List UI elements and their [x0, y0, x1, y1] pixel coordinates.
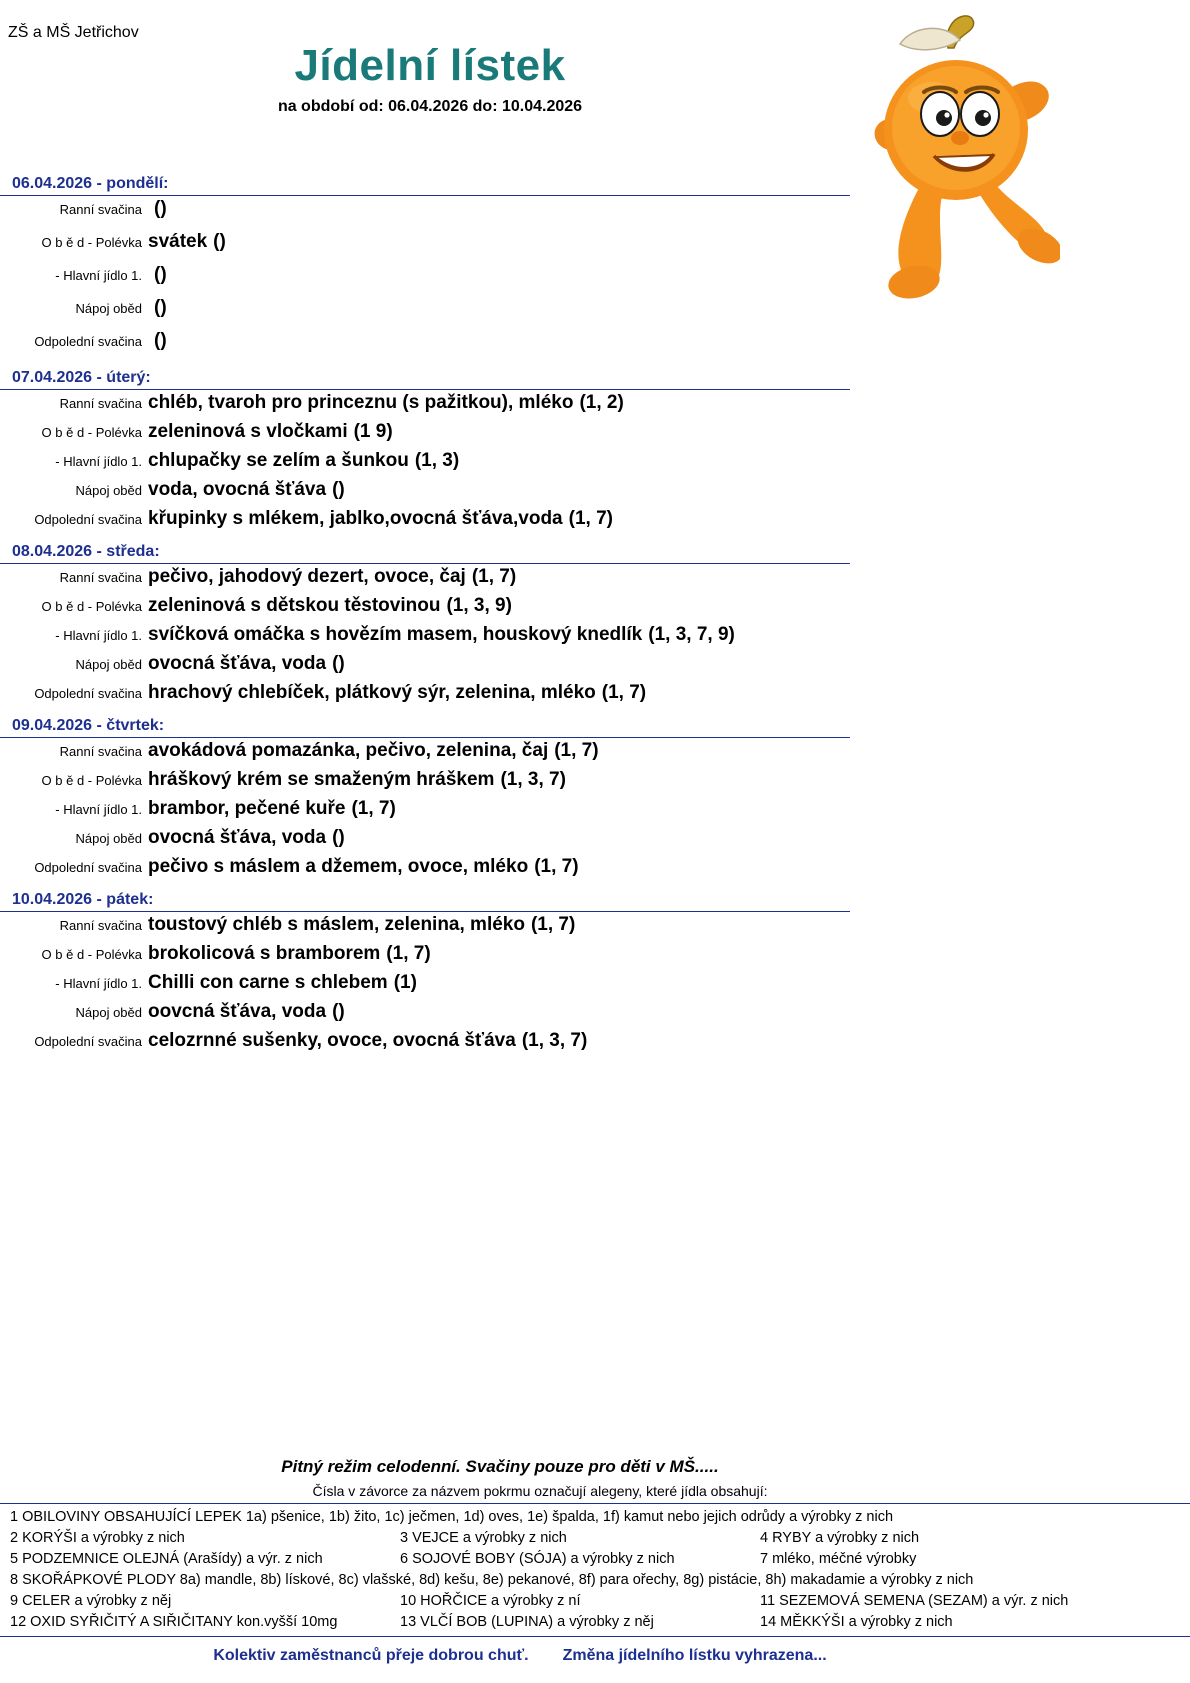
meal-name: křupinky s mlékem, jablko,ovocná šťáva,voda	[148, 508, 563, 529]
meal-text	[148, 740, 599, 762]
meal-text	[148, 297, 167, 319]
meal-rows	[0, 390, 1190, 537]
meal-name: hrachový chlebíček, plátkový sýr, zelenina, mléko	[148, 682, 596, 703]
meal-allergens: (1, 7)	[386, 943, 431, 964]
meal-row	[0, 450, 1190, 479]
meal-text	[148, 943, 431, 965]
meal-name: zeleninová s dětskou těstovinou	[148, 595, 441, 616]
meal-name: chlupačky se zelím a šunkou	[148, 450, 409, 471]
meal-rows	[0, 738, 1190, 885]
meal-row	[0, 856, 1190, 885]
meal-allergens: ()	[154, 330, 167, 351]
meal-allergens: (1, 7)	[568, 508, 613, 529]
meal-label: Odpolední svačina	[34, 686, 142, 701]
day-block	[0, 543, 1190, 711]
meal-row	[0, 264, 1190, 297]
allergen-cell: 7 mléko, méčné výrobky	[760, 1550, 917, 1567]
meal-name: chléb, tvaroh pro princeznu (s pažitkou), mléko	[148, 392, 574, 413]
meal-row	[0, 231, 1190, 264]
meal-name: brokolicová s bramborem	[148, 943, 381, 964]
meal-name: svíčková omáčka s hovězím masem, houskový knedlík	[148, 624, 643, 645]
allergen-cell: 5 PODZEMNICE OLEJNÁ (Arašídy) a výr. z nich	[10, 1550, 323, 1567]
meal-label: Nápoj oběd	[75, 483, 142, 498]
meal-allergens: (1, 7)	[534, 856, 579, 877]
meal-row	[0, 421, 1190, 450]
allergen-cell: 9 CELER a výrobky z něj	[10, 1592, 172, 1609]
meal-allergens: ()	[332, 653, 345, 674]
meal-allergens: (1, 7)	[530, 914, 576, 935]
meal-text	[148, 566, 516, 588]
meal-text	[148, 769, 566, 791]
meal-label: Odpolední svačina	[34, 334, 142, 349]
allergen-line	[0, 1570, 1190, 1591]
meal-text	[148, 972, 417, 994]
meal-allergens: ()	[332, 479, 345, 500]
meal-text	[148, 479, 345, 501]
meal-row	[0, 508, 1190, 537]
allergen-table	[0, 1503, 1190, 1637]
meal-rows	[0, 564, 1190, 711]
day-block	[0, 891, 1190, 1059]
meal-name: toustový chléb s máslem, zelenina, mléko	[148, 914, 525, 935]
allergen-cell: 3 VEJCE a výrobky z nich	[400, 1529, 567, 1546]
meal-row	[0, 479, 1190, 508]
meal-allergens: ()	[154, 198, 167, 219]
meal-row	[0, 682, 1190, 711]
allergen-cell: 4 RYBY a výrobky z nich	[760, 1529, 920, 1546]
allergen-cell: 8 SKOŘÁPKOVÉ PLODY 8a) mandle, 8b) lískové, 8c) vlašské, 8d) kešu, 8e) pekanové, 8f) para ořechy, 8g) pistácie, 8h) makadamie a výrobky z nich	[10, 1571, 974, 1588]
meal-row	[0, 1001, 1190, 1030]
closing-note-left: Kolektiv zaměstnanců přeje dobrou chuť.	[213, 1647, 529, 1664]
allergen-note: Čísla v závorce za názvem pokrmu označují alegeny, které jídla obsahují:	[312, 1482, 768, 1499]
meal-name: ovocná šťáva, voda	[148, 827, 327, 848]
day-list	[0, 175, 1190, 1065]
meal-label: O b ě d - Polévka	[41, 425, 142, 440]
meal-row	[0, 769, 1190, 798]
meal-allergens: (1, 7)	[601, 682, 647, 703]
meal-label: O b ě d - Polévka	[41, 599, 142, 614]
meal-text	[148, 798, 396, 820]
meal-allergens: (1)	[393, 972, 417, 993]
allergen-line	[0, 1591, 1190, 1612]
day-block	[0, 717, 1190, 885]
meal-text	[148, 682, 646, 704]
period-subtitle: na období od: 06.04.2026 do: 10.04.2026	[277, 98, 583, 116]
meal-name: pečivo, jahodový dezert, ovoce, čaj	[148, 566, 466, 587]
meal-allergens: ()	[154, 264, 167, 285]
meal-allergens: (1 9)	[353, 421, 393, 442]
pitny-rezim-note: Pitný režim celodenní. Svačiny pouze pro děti v MŠ.....	[281, 1456, 719, 1476]
meal-text	[148, 1030, 587, 1052]
meal-name: celozrnné sušenky, ovoce, ovocná šťáva	[148, 1030, 516, 1051]
closing-note	[0, 1647, 1190, 1665]
meal-label: O b ě d - Polévka	[41, 947, 142, 962]
meal-label: Ranní svačina	[59, 918, 142, 933]
meal-label: - Hlavní jídlo 1.	[55, 628, 142, 643]
meal-allergens: ()	[213, 231, 226, 252]
meal-allergens: (1, 3, 7, 9)	[648, 624, 735, 645]
meal-label: - Hlavní jídlo 1.	[55, 976, 142, 991]
meal-text	[148, 508, 613, 530]
title-block	[0, 42, 860, 116]
meal-text	[148, 653, 345, 675]
meal-label: Nápoj oběd	[75, 657, 142, 672]
meal-name: voda, ovocná šťáva	[148, 479, 327, 500]
meal-row	[0, 943, 1190, 972]
meal-allergens: (1, 3)	[414, 450, 460, 471]
meal-rows	[0, 196, 1190, 363]
meal-row	[0, 198, 1190, 231]
day-header: 07.04.2026 - úterý:	[0, 369, 850, 390]
meal-name: brambor, pečené kuře	[148, 798, 346, 819]
meal-allergens: (1, 2)	[579, 392, 624, 413]
allergen-cell: 2 KORÝŠI a výrobky z nich	[10, 1529, 185, 1546]
meal-row	[0, 740, 1190, 769]
meal-row	[0, 653, 1190, 682]
meal-label: Odpolední svačina	[34, 512, 142, 527]
meal-text	[148, 856, 579, 878]
allergen-cell: 13 VLČÍ BOB (LUPINA) a výrobky z něj	[400, 1613, 654, 1630]
meal-name: Chilli con carne s chlebem	[148, 972, 388, 993]
meal-allergens: ()	[332, 827, 345, 848]
meal-text	[148, 231, 226, 253]
meal-allergens: ()	[154, 297, 167, 318]
meal-rows	[0, 912, 1190, 1059]
closing-note-right: Změna jídelního lístku vyhrazena...	[562, 1647, 827, 1664]
meal-row	[0, 297, 1190, 330]
allergen-line	[0, 1549, 1190, 1570]
meal-name: zeleninová s vločkami	[148, 421, 348, 442]
meal-row	[0, 392, 1190, 421]
meal-row	[0, 972, 1190, 1001]
meal-label: O b ě d - Polévka	[41, 235, 142, 250]
meal-text	[148, 595, 512, 617]
meal-text	[148, 421, 393, 443]
meal-label: Ranní svačina	[59, 744, 142, 759]
meal-text	[148, 330, 167, 352]
meal-name: hráškový krém se smaženým hráškem	[148, 769, 495, 790]
meal-label: Nápoj oběd	[75, 1005, 142, 1020]
day-block	[0, 175, 1190, 363]
meal-name: svátek	[148, 231, 208, 252]
school-name: ZŠ a MŠ Jetřichov	[8, 24, 139, 41]
meal-text	[148, 624, 735, 646]
meal-label: - Hlavní jídlo 1.	[55, 454, 142, 469]
day-header: 06.04.2026 - pondělí:	[0, 175, 850, 196]
allergen-line	[0, 1528, 1190, 1549]
day-header: 10.04.2026 - pátek:	[0, 891, 850, 912]
meal-row	[0, 1030, 1190, 1059]
meal-row	[0, 914, 1190, 943]
meal-allergens: (1, 3, 9)	[446, 595, 512, 616]
meal-name: oovcná šťáva, voda	[148, 1001, 327, 1022]
meal-label: Ranní svačina	[59, 570, 142, 585]
allergen-line	[0, 1507, 1190, 1528]
allergen-cell: 14 MĚKKÝŠI a výrobky z nich	[760, 1613, 953, 1630]
meal-text	[148, 914, 575, 936]
meal-allergens: (1, 3, 7)	[521, 1030, 588, 1051]
day-header: 09.04.2026 - čtvrtek:	[0, 717, 850, 738]
meal-row	[0, 595, 1190, 624]
meal-label: Nápoj oběd	[75, 301, 142, 316]
meal-text	[148, 827, 345, 849]
meal-row	[0, 624, 1190, 653]
page-title: Jídelní lístek	[294, 41, 566, 90]
meal-text	[148, 1001, 345, 1023]
meal-text	[148, 392, 624, 414]
allergen-line	[0, 1612, 1190, 1633]
meal-allergens: (1, 7)	[554, 740, 599, 761]
footer	[0, 1457, 1190, 1665]
meal-label: Ranní svačina	[59, 396, 142, 411]
meal-allergens: (1, 7)	[471, 566, 517, 587]
meal-label: O b ě d - Polévka	[41, 773, 142, 788]
meal-label: Ranní svačina	[59, 202, 142, 217]
day-block	[0, 369, 1190, 537]
meal-row	[0, 330, 1190, 363]
allergen-cell: 1 OBILOVINY OBSAHUJÍCÍ LEPEK 1a) pšenice, 1b) žito, 1c) ječmen, 1d) oves, 1e) špalda, 1f) kamut nebo jejich odrůdy a výrobky z nich	[10, 1508, 894, 1525]
meal-row	[0, 827, 1190, 856]
meal-text	[148, 264, 167, 286]
meal-row	[0, 566, 1190, 595]
allergen-cell: 10 HOŘČICE a výrobky z ní	[400, 1592, 581, 1609]
meal-allergens: (1, 7)	[351, 798, 396, 819]
meal-text	[148, 450, 459, 472]
allergen-cell: 6 SOJOVÉ BOBY (SÓJA) a výrobky z nich	[400, 1550, 675, 1567]
meal-row	[0, 798, 1190, 827]
day-header: 08.04.2026 - středa:	[0, 543, 850, 564]
meal-label: - Hlavní jídlo 1.	[55, 268, 142, 283]
meal-name: avokádová pomazánka, pečivo, zelenina, čaj	[148, 740, 549, 761]
meal-label: Odpolední svačina	[34, 860, 142, 875]
meal-label: Nápoj oběd	[75, 831, 142, 846]
meal-allergens: ()	[332, 1001, 345, 1022]
allergen-cell: 12 OXID SYŘIČITÝ A SIŘIČITANY kon.vyšší 10mg	[10, 1613, 338, 1630]
meal-allergens: (1, 3, 7)	[500, 769, 566, 790]
meal-name: pečivo s máslem a džemem, ovoce, mléko	[148, 856, 529, 877]
meal-label: Odpolední svačina	[34, 1034, 142, 1049]
meal-text	[148, 198, 167, 220]
meal-name: ovocná šťáva, voda	[148, 653, 327, 674]
meal-label: - Hlavní jídlo 1.	[55, 802, 142, 817]
allergen-cell: 11 SEZEMOVÁ SEMENA (SEZAM) a výr. z nich	[760, 1592, 1069, 1609]
